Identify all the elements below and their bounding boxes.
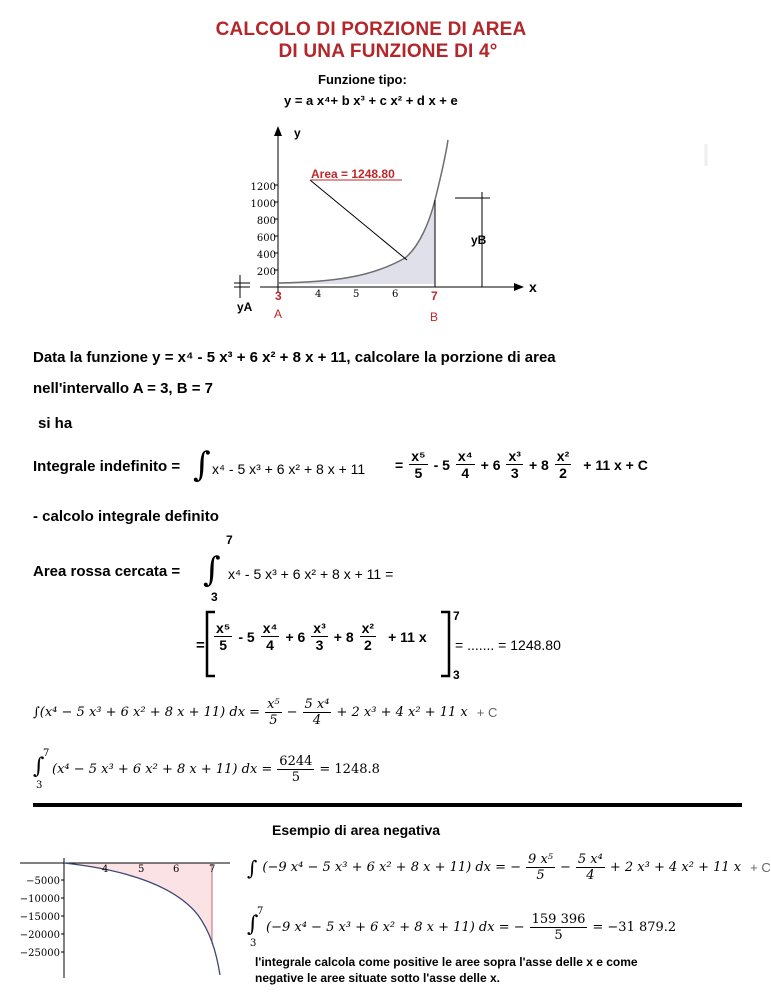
computed-indefinite-left: ∫(x⁴ − 5 x³ + 6 x² + 8 x + 11) dx = (33, 705, 261, 720)
definite-integrand: x⁴ - 5 x³ + 6 x² + 8 x + 11 = (228, 566, 394, 582)
computed-definite-result: = 1248.8 (319, 761, 380, 777)
bracket-lower-limit: 3 (453, 668, 460, 682)
negative-definite-line (247, 906, 677, 949)
fraction (576, 852, 605, 883)
section-divider (33, 803, 742, 807)
fraction (506, 448, 522, 481)
computed-integral-sign-icon: ∫ (33, 754, 45, 779)
fraction-denominator: 4 (266, 637, 274, 653)
y-axis-arrow (274, 126, 282, 136)
fraction (555, 448, 571, 481)
operator: − (560, 860, 571, 875)
fraction (360, 620, 376, 653)
function-type-formula: y = a x⁴+ b x³ + c x² + d x + e (284, 93, 458, 108)
integral-sign-icon: ∫ (193, 445, 211, 485)
si-ha-label: si ha (38, 415, 73, 432)
y-tick-label: −20000 (19, 930, 60, 941)
fraction (303, 697, 332, 728)
fraction-numerator: x³ (313, 620, 326, 636)
yb-label: yB (471, 233, 487, 247)
a-letter-label: A (274, 307, 283, 321)
graph1-y-ticks (246, 179, 276, 281)
y-tick-label: 800 (256, 216, 276, 227)
graph1-x-label: x (529, 279, 537, 295)
upper-limit: 7 (226, 533, 233, 547)
indefinite-result (395, 448, 648, 481)
computed-indefinite-rest: + 2 x³ + 4 x² + 11 x (336, 705, 468, 720)
fraction-numerator: x⁴ (457, 448, 473, 464)
y-tick-label: −5000 (26, 876, 60, 887)
x-tick-label: 4 (102, 864, 109, 875)
bracket-upper-limit: 7 (453, 609, 460, 623)
fraction-denominator: 5 (414, 465, 423, 481)
fraction (261, 620, 280, 653)
computed-integral-group (33, 748, 50, 791)
fraction-denominator: 4 (312, 713, 322, 728)
negative-heading: Esempio di area negativa (272, 822, 441, 838)
negative-lower-limit: 3 (250, 938, 257, 949)
fraction-numerator: x² (361, 620, 375, 636)
operator: + 8 (333, 628, 354, 645)
fraction-denominator: 5 (536, 868, 545, 883)
operator: + 6 (285, 628, 306, 645)
indefinite-integrand: x⁴ - 5 x³ + 6 x² + 8 x + 11 (212, 461, 366, 477)
fraction-denominator: 5 (269, 713, 278, 728)
equals-sign: = (395, 456, 404, 473)
x-tick-label: 4 (315, 289, 322, 300)
fraction-denominator: 2 (363, 637, 372, 653)
y-tick-label: 600 (256, 233, 276, 244)
y-tick-label: 1000 (250, 199, 276, 210)
function-type-label: Funzione tipo: (318, 72, 407, 87)
page-title (0, 19, 742, 63)
computed-indefinite-c: + C (476, 705, 498, 720)
x-tick-label: 5 (138, 864, 145, 875)
bracket-tail: + 11 x (388, 628, 427, 645)
problem-line-2: nell'intervallo A = 3, B = 7 (33, 380, 214, 397)
fraction-numerator: 9 x⁵ (528, 852, 553, 867)
b-letter-label: B (430, 310, 439, 324)
definite-heading: - calcolo integrale definito (33, 508, 219, 525)
area-fill (278, 200, 435, 284)
x-tick-label: 6 (392, 289, 399, 300)
fraction-denominator: 4 (586, 868, 595, 883)
fraction (456, 448, 475, 481)
negative-definite-integral-sign-icon: ∫ (247, 912, 259, 937)
negative-definite-left: (−9 x⁴ − 5 x³ + 6 x² + 8 x + 11) dx = − (266, 919, 525, 935)
y-tick-label: −25000 (19, 948, 60, 959)
negative-indefinite-left: (−9 x⁴ − 5 x³ + 6 x² + 8 x + 11) dx = − (262, 860, 522, 875)
y-tick-label: −10000 (19, 894, 60, 905)
negative-note (255, 954, 638, 986)
operator: + 8 (528, 456, 549, 473)
area-value-label: Area = 1248.80 (311, 167, 395, 181)
bracket-content (214, 620, 427, 653)
x-tick-label: 7 (209, 864, 216, 875)
fraction (311, 620, 327, 653)
fraction (526, 852, 555, 883)
negative-y-ticks (16, 873, 60, 963)
note-line-1: l'integrale calcola come positive le aree sopra l'asse delle x e come (255, 955, 638, 969)
fraction-numerator: x³ (508, 448, 521, 464)
a-value-label: 3 (275, 289, 282, 303)
computed-upper-limit: 7 (43, 748, 50, 759)
x-axis-arrow (514, 283, 524, 291)
fraction (214, 620, 232, 653)
title-line-1: CALCOLO DI PORZIONE DI AREA (215, 19, 527, 40)
computed-indefinite-line (33, 697, 497, 728)
definite-result: = ....... = 1248.80 (455, 637, 561, 653)
negative-area-fill (64, 863, 212, 944)
note-line-2: negative le aree situate sotto l'asse delle x. (255, 971, 500, 985)
fraction-denominator: 3 (510, 465, 519, 481)
graph1-y-label: y (294, 126, 301, 140)
computed-lower-limit: 3 (36, 780, 43, 791)
fraction-numerator: 159 396 (531, 911, 586, 927)
negative-indefinite-line (247, 852, 771, 883)
x-tick-label: 5 (353, 289, 360, 300)
area-pointer (310, 180, 407, 260)
computed-definite-line (33, 748, 380, 791)
definite-label: Area rossa cercata = (33, 563, 181, 580)
fraction-numerator: x⁵ (216, 620, 231, 636)
negative-definite-integral-group (247, 906, 264, 949)
operator: + 6 (480, 456, 501, 473)
lower-limit: 3 (211, 590, 218, 604)
negative-definite-result: = −31 879.2 (592, 919, 677, 935)
fraction-denominator: 5 (219, 637, 228, 653)
fraction-numerator: 5 x⁴ (577, 852, 603, 867)
y-tick-label: 200 (256, 267, 276, 278)
fraction-denominator: 5 (554, 927, 563, 943)
fraction-denominator: 4 (461, 465, 470, 481)
fraction-numerator: x⁵ (267, 697, 280, 712)
bracket-equals: = (196, 637, 205, 654)
fraction-numerator: x⁵ (411, 448, 426, 464)
problem-line-1: Data la funzione y = x⁴ - 5 x³ + 6 x² + 8 x + 11, calcolare la porzione di area (33, 349, 556, 366)
definite-integral-sign-icon: ∫ (203, 550, 221, 590)
y-tick-label: −15000 (19, 912, 60, 923)
indefinite-label: Integrale indefinito = (33, 458, 181, 475)
fraction (277, 754, 314, 785)
fraction-denominator: 3 (315, 637, 324, 653)
computed-definite-left: (x⁴ − 5 x³ + 6 x² + 8 x + 11) dx = (52, 761, 273, 777)
title-line-2: DI UNA FUNZIONE DI 4° (278, 41, 498, 62)
negative-indefinite-rest: + 2 x³ + 4 x² + 11 x (609, 860, 742, 875)
fraction-denominator: 2 (559, 465, 567, 481)
ya-label: yA (237, 300, 253, 314)
operator: - 5 (433, 456, 450, 473)
indefinite-tail: + 11 x + C (583, 456, 648, 473)
fraction-numerator: 5 x⁴ (304, 697, 330, 712)
negative-integral-sign-icon: ∫ (247, 855, 258, 880)
operator: − (286, 705, 298, 720)
negative-indefinite-c: + C (750, 860, 771, 875)
y-tick-label: 400 (256, 250, 276, 261)
b-value-label: 7 (431, 289, 438, 303)
fraction-numerator: x⁴ (262, 620, 278, 636)
fraction (409, 448, 427, 481)
fraction-numerator: 6244 (279, 753, 313, 769)
x-tick-label: 6 (173, 864, 180, 875)
y-tick-label: 1200 (250, 182, 276, 193)
right-bracket (437, 610, 453, 680)
fraction (265, 697, 282, 728)
fraction-denominator: 5 (291, 769, 300, 785)
fraction (530, 912, 588, 943)
fraction-numerator: x² (556, 448, 570, 464)
operator: - 5 (238, 628, 255, 645)
negative-upper-limit: 7 (257, 906, 264, 917)
